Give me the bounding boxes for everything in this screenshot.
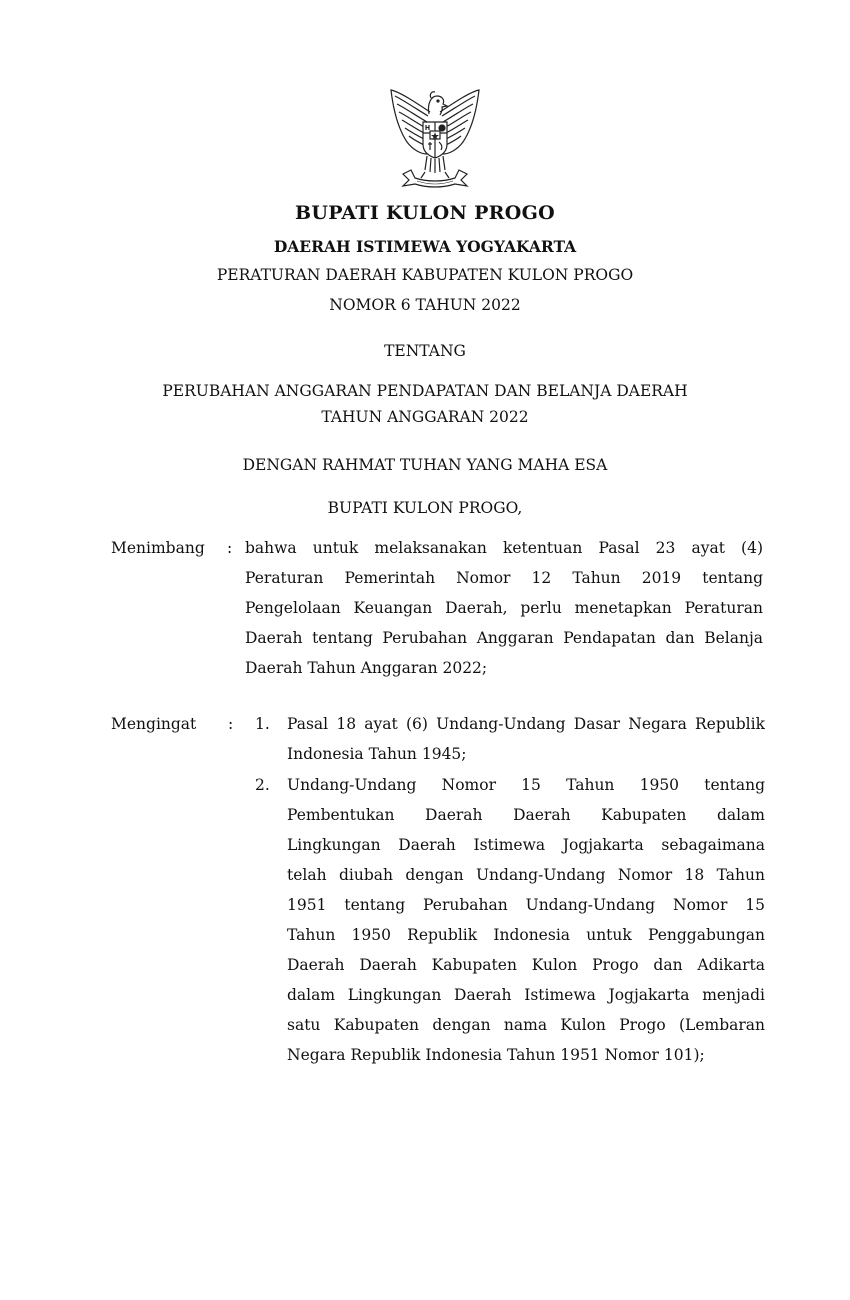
paragraph-line: Pengelolaan Keuangan Daerah, perlu menetapkan Peraturan (245, 599, 763, 617)
list-item-text (287, 770, 765, 1070)
paragraph-line: Pasal 18 ayat (6) Undang-Undang Dasar Negara Republik (287, 715, 765, 733)
paragraph-line: telah diubah dengan Undang-Undang Nomor 18 Tahun (287, 866, 765, 884)
list-item-text (287, 709, 765, 769)
mengingat-label: Mengingat (111, 715, 197, 733)
subject-line-2: TAHUN ANGGARAN 2022 (321, 408, 529, 426)
paragraph-line: Tahun 1950 Republik Indonesia untuk Penggabungan (287, 926, 765, 944)
paragraph-line: Pembentukan Daerah Daerah Kabupaten dalam (287, 806, 765, 824)
list-item-number: 2. (255, 776, 270, 794)
list-item-number: 1. (255, 715, 270, 733)
issuer-title: BUPATI KULON PROGO (295, 202, 555, 224)
subject-line-1: PERUBAHAN ANGGARAN PENDAPATAN DAN BELANJA DAERAH (162, 382, 688, 400)
paragraph-line: Daerah tentang Perubahan Anggaran Pendapatan dan Belanja (245, 629, 763, 647)
region-title: DAERAH ISTIMEWA YOGYAKARTA (273, 237, 577, 256)
mengingat-section (0, 709, 850, 1069)
paragraph-line: bahwa untuk melaksanakan ketentuan Pasal 23 ayat (4) (245, 539, 763, 557)
regulation-number: NOMOR 6 TAHUN 2022 (329, 296, 521, 314)
paragraph-line: Daerah Daerah Kabupaten Kulon Progo dan Adikarta (287, 956, 765, 974)
menimbang-section (0, 533, 850, 693)
paragraph-line: Peraturan Pemerintah Nomor 12 Tahun 2019 tentang (245, 569, 763, 587)
menimbang-label: Menimbang (111, 539, 205, 557)
mengingat-colon: : (228, 715, 234, 733)
regulation-type: PERATURAN DAERAH KABUPATEN KULON PROGO (216, 266, 634, 284)
paragraph-line: Daerah Tahun Anggaran 2022; (245, 659, 488, 677)
paragraph-line: Negara Republik Indonesia Tahun 1951 Nomor 101); (287, 1046, 705, 1064)
garuda-emblem-icon (385, 82, 485, 192)
blessing-line: DENGAN RAHMAT TUHAN YANG MAHA ESA (242, 456, 608, 474)
paragraph-line: 1951 tentang Perubahan Undang-Undang Nomor 15 (287, 896, 765, 914)
about-label: TENTANG (384, 342, 466, 360)
menimbang-colon: : (227, 539, 233, 557)
paragraph-line: satu Kabupaten dengan nama Kulon Progo (Lembaran (287, 1016, 765, 1034)
paragraph-line: dalam Lingkungan Daerah Istimewa Jogjakarta menjadi (287, 986, 765, 1004)
paragraph-line: Indonesia Tahun 1945; (287, 745, 467, 763)
menimbang-paragraph (245, 533, 763, 683)
issuer-line: BUPATI KULON PROGO, (327, 499, 523, 517)
paragraph-line: Lingkungan Daerah Istimewa Jogjakarta sebagaimana (287, 836, 765, 854)
paragraph-line: Undang-Undang Nomor 15 Tahun 1950 tentang (287, 776, 765, 794)
